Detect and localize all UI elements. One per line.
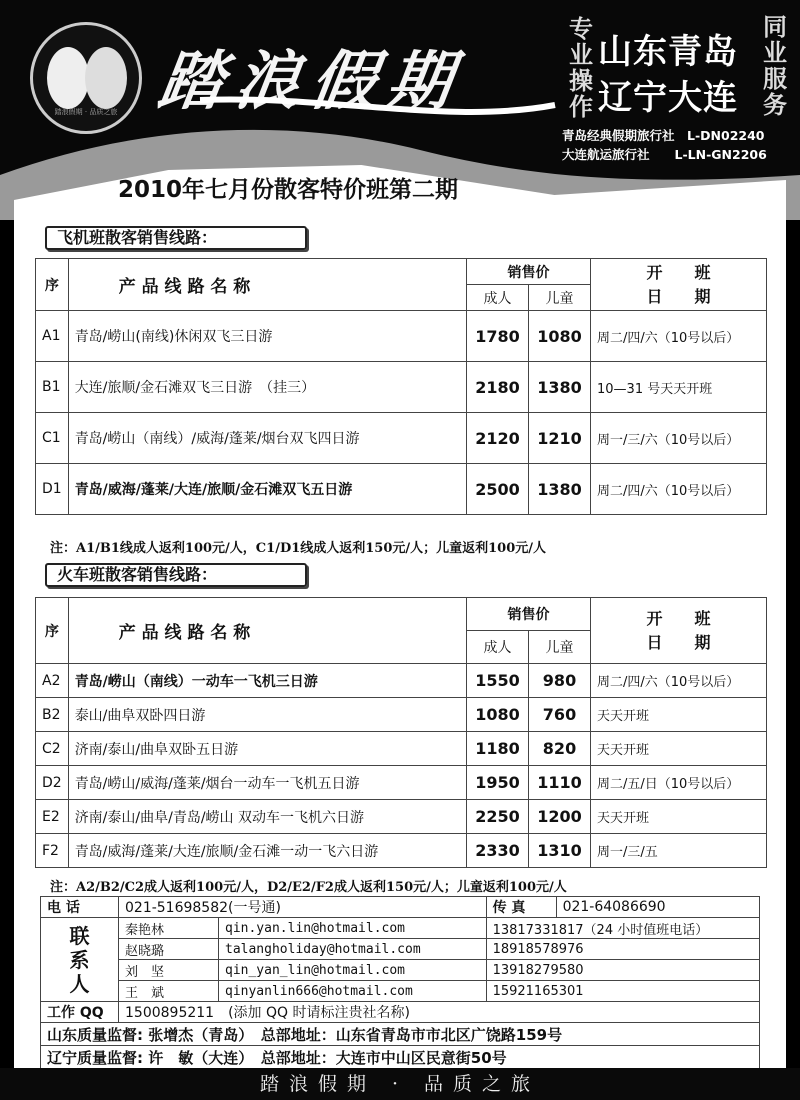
route-id: B2 [36,698,69,732]
adult-price: 1180 [467,732,529,766]
contact-name: 赵晓璐 [119,939,219,960]
header-adult: 成人 [467,285,529,311]
schedule: 周一/三/五 [591,834,767,868]
license-2: 大连航运旅行社 L-LN-GN2206 [562,147,767,162]
contact-row [41,981,760,1002]
schedule: 周二/四/六（10号以后） [591,464,767,515]
contact-mobile: 13817331817（24 小时值班电话） [486,918,759,939]
child-price: 1210 [529,413,591,464]
table-row [36,698,767,732]
supervision-row [41,1023,760,1046]
contacts-label: 联系人 [41,918,119,1002]
contact-row [41,918,760,939]
child-price: 1110 [529,766,591,800]
header-seq: 序 [36,259,69,311]
table-row [36,664,767,698]
header-seq: 序 [36,598,69,664]
adult-price: 1080 [467,698,529,732]
child-price: 760 [529,698,591,732]
phone-number: 021-51698582(一号通) [119,897,487,918]
contact-email[interactable]: qin_yan_lin@hotmail.com [219,960,487,981]
route-id: C2 [36,732,69,766]
route-name: 济南/泰山/曲阜/青岛/崂山 双动车一飞机六日游 [68,800,466,834]
table-row [36,413,767,464]
supervisor: 许 敏（大连） [148,1048,246,1067]
header-price: 销售价 [467,598,591,631]
contact-email[interactable]: talangholiday@hotmail.com [219,939,487,960]
adult-price: 2500 [467,464,529,515]
child-price: 1380 [529,464,591,515]
schedule: 周一/三/六（10号以后） [591,413,767,464]
flight-routes-table [35,258,767,515]
contact-mobile: 15921165301 [486,981,759,1002]
route-id: D2 [36,766,69,800]
contact-name: 秦艳林 [119,918,219,939]
train-note: 注：A2/B2/C2成人返利100元/人，D2/E2/F2成人返利150元/人；儿童返利100元/人 [50,880,567,895]
schedule: 周二/四/六（10号以后） [591,311,767,362]
header-child: 儿童 [529,631,591,664]
supervision-label: 山东质量监督: [47,1025,143,1044]
contact-name: 王 斌 [119,981,219,1002]
adult-price: 1950 [467,766,529,800]
route-name: 青岛/崂山(南线)休闲双飞三日游 [68,311,466,362]
route-name: 大连/旅顺/金石滩双飞三日游 （挂三） [68,362,466,413]
adult-price: 1780 [467,311,529,362]
table-row [36,464,767,515]
route-name: 青岛/威海/蓬莱/大连/旅顺/金石滩双飞五日游 [68,464,466,515]
adult-price: 2180 [467,362,529,413]
header-name: 产 品 线 路 名 称 [68,598,466,664]
license-1: 青岛经典假期旅行社 L-DN02240 [562,128,765,143]
route-id: C1 [36,413,69,464]
header-child: 儿童 [529,285,591,311]
fax-label: 传 真 [486,897,556,918]
qq-number: 1500895211 (添加 QQ 时请标注贵社名称) [119,1002,760,1023]
qq-label: 工作 QQ [41,1002,119,1023]
child-price: 1080 [529,311,591,362]
contact-mobile: 18918578976 [486,939,759,960]
table-row [36,311,767,362]
phone-label: 电 话 [41,897,119,918]
child-price: 1380 [529,362,591,413]
schedule: 周二/四/六（10号以后） [591,664,767,698]
page-title: 2010年七月份散客特价班第二期 [118,177,459,203]
right-vertical-text: 同业服务 [763,13,787,119]
route-id: B1 [36,362,69,413]
schedule: 天天开班 [591,800,767,834]
table-header-row [36,598,767,631]
adult-price: 2120 [467,413,529,464]
table-row [36,362,767,413]
adult-price: 1550 [467,664,529,698]
flight-section-label: 飞机班散客销售线路： [45,226,307,250]
footer-slogan: 踏浪假期 · 品质之旅 [0,1068,800,1100]
route-id: D1 [36,464,69,515]
table-row [36,834,767,868]
child-price: 1200 [529,800,591,834]
table-row [36,800,767,834]
train-routes-table [35,597,767,868]
region-2: 辽宁大连 [598,78,738,118]
table-header-row [36,259,767,285]
adult-price: 2250 [467,800,529,834]
supervision-row [41,1046,760,1069]
contact-name: 刘 坚 [119,960,219,981]
brand-title: 踏浪假期 [153,44,469,119]
schedule: 天天开班 [591,732,767,766]
contact-email[interactable]: qinyanlin666@hotmail.com [219,981,487,1002]
adult-price: 2330 [467,834,529,868]
contact-table [40,896,760,1069]
route-name: 泰山/曲阜双卧四日游 [68,698,466,732]
route-id: E2 [36,800,69,834]
address: 总部地址：山东省青岛市市北区广饶路159号 [260,1025,563,1044]
child-price: 1310 [529,834,591,868]
header-date: 开 班 日 期 [591,598,767,664]
header-price: 销售价 [467,259,591,285]
route-name: 青岛/崂山（南线）/威海/蓬莱/烟台双飞四日游 [68,413,466,464]
route-name: 青岛/威海/蓬莱/大连/旅顺/金石滩一动一飞六日游 [68,834,466,868]
phone-row [41,897,760,918]
route-id: F2 [36,834,69,868]
route-id: A1 [36,311,69,362]
logo-caption: 踏浪假期 · 品质之旅 [54,108,118,116]
child-price: 980 [529,664,591,698]
header-adult: 成人 [467,631,529,664]
contact-mobile: 13918279580 [486,960,759,981]
table-row [36,766,767,800]
supervision-label: 辽宁质量监督: [47,1048,143,1067]
contact-email[interactable]: qin.yan.lin@hotmail.com [219,918,487,939]
header-name: 产 品 线 路 名 称 [68,259,466,311]
fax-number: 021-64086690 [556,897,759,918]
child-price: 820 [529,732,591,766]
contact-row [41,960,760,981]
table-row [36,732,767,766]
flight-note: 注：A1/B1线成人返利100元/人，C1/D1线成人返利150元/人；儿童返利100元/人 [50,541,547,556]
qq-row [41,1002,760,1023]
schedule: 天天开班 [591,698,767,732]
contact-row [41,939,760,960]
supervisor: 张增杰（青岛） [148,1025,246,1044]
schedule: 周二/五/日（10号以后） [591,766,767,800]
header-date: 开 班 日 期 [591,259,767,311]
region-1: 山东青岛 [598,32,738,72]
address: 总部地址：大连市中山区民意街50号 [260,1048,507,1067]
route-id: A2 [36,664,69,698]
left-vertical-text: 专业操作 [569,15,593,121]
schedule: 10—31 号天天开班 [591,362,767,413]
train-section-label: 火车班散客销售线路： [45,563,307,587]
route-name: 青岛/崂山（南线）一动车一飞机三日游 [68,664,466,698]
route-name: 青岛/崂山/威海/蓬莱/烟台一动车一飞机五日游 [68,766,466,800]
route-name: 济南/泰山/曲阜双卧五日游 [68,732,466,766]
